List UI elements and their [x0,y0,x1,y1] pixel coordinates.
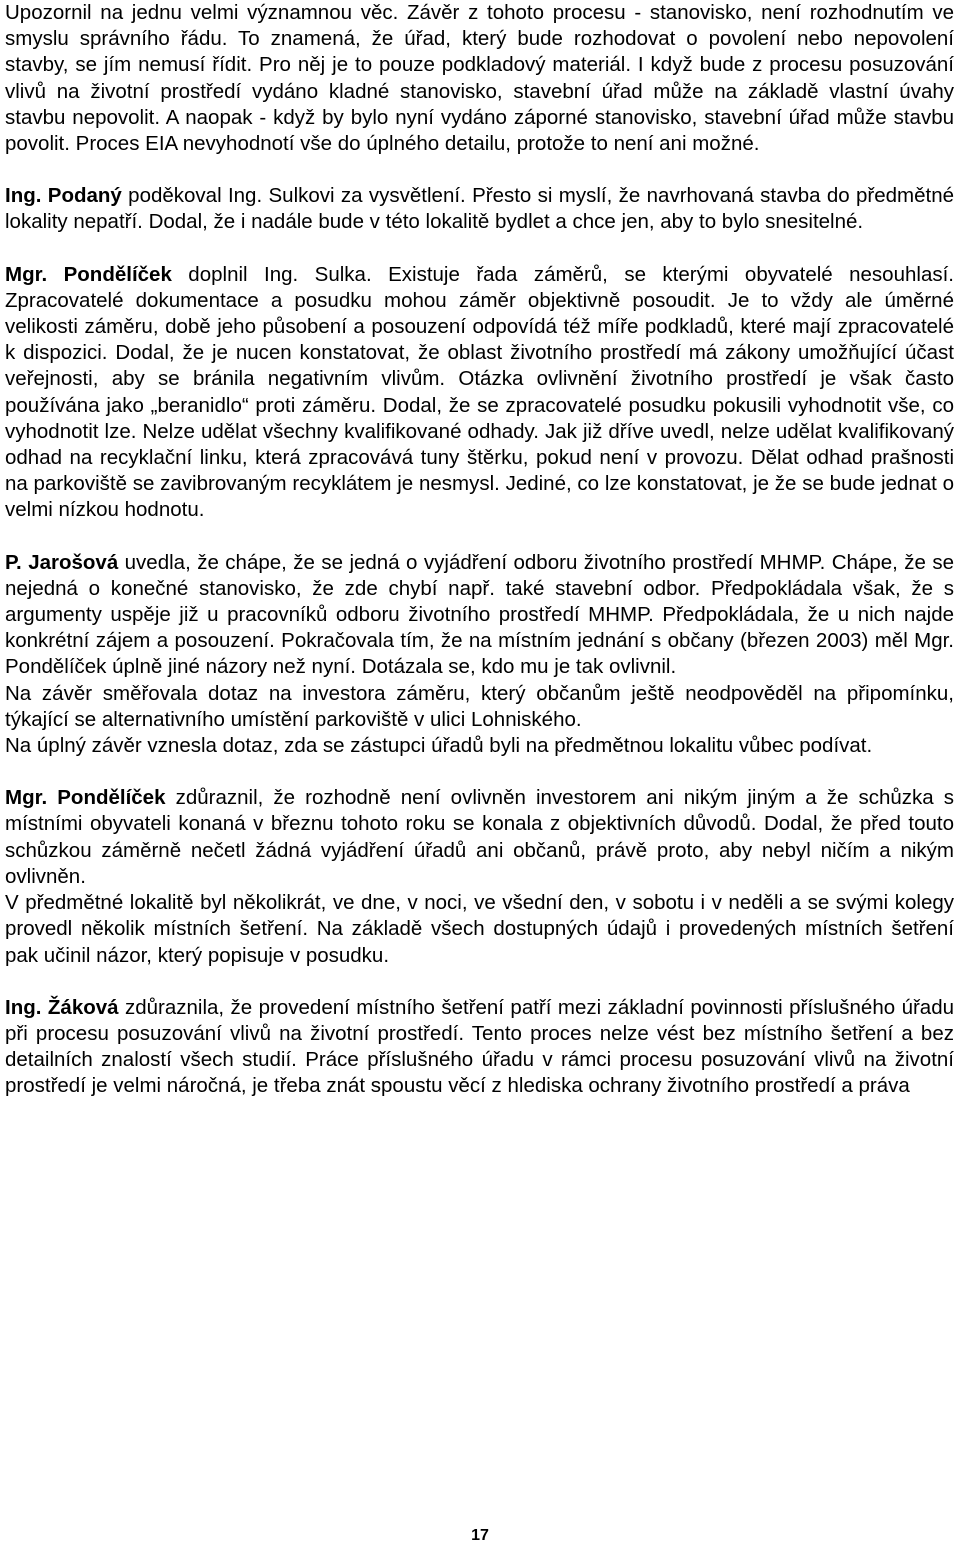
speaker-title: Mgr. [5,262,48,286]
paragraph-text: doplnil Ing. Sulka. Existuje řada záměrů, se kterými obyvatelé nesouhlasí. Zpracovatelé dokumentace a posudku mohou záměr objektivně posoudit. Je to vždy ale úměrné velikosti záměru, době jeho působení a posouzení odpovídá též míře podkladů, které mají zpracovatelé k dispozici. Dodal, že je nucen konstatovat, že oblast životního prostředí má zákony umožňující účast veřejnosti, aby se bránila negativním vlivům. Otázka ovlivnění životního prostředí je však často používána jako „beranidlo“ proti záměru. Dodal, že se zpracovatelé posudku pokusili vyhodnotit vše, co vyhodnotit lze. Nelze udělat všechny kvalifikované odhady. Jak již dříve uvedl, nelze udělat kvalifikovaný odhad na recyklační linku, která zpracovává tuny štěrku, pokud není v provozu. Dělat odhad prašnosti na parkoviště se zavibrovaným recyklátem je nesmysl. Jediné, co lze konstatovat, je že se bude jednat o velmi nízkou hodnotu. [5,262,954,522]
speaker-name: Žáková [47,995,119,1019]
paragraph-pondelicek-2b: V předmětné lokalitě byl několikrát, ve dne, v noci, ve všední den, v sobotu i v neděli a se svými kolegy provedl několik místních šetření. Na základě všech dostupných údajů i provedených místních šetření pak učinil názor, který popisuje v posudku. [5,891,954,967]
speaker-name: Pondělíček [57,786,166,810]
speaker-name: Podaný [47,184,122,208]
page-number: 17 [471,1527,489,1544]
paragraph-podany [5,183,954,235]
paragraph-pondelicek-2 [5,785,954,890]
paragraph-text: zdůraznil, že rozhodně není ovlivněn investorem ani nikým jiným a že schůzka s místními obyvateli konaná v březnu tohoto roku se konala z objektivních důvodů. Dodal, že před touto schůzkou záměrně nečetl žádná vyjádření úřadů ani občanů, právě proto, aby nebyl ničím a nikým ovlivněn. [5,786,955,888]
speaker-title: Mgr. [5,786,48,810]
speaker-name: Pondělíček [63,262,172,286]
speaker-title: Ing. [5,184,42,208]
paragraph-text: uvedla, že chápe, že se jedná o vyjádření odboru životního prostředí MHMP. Chápe, že se nejedná o konečné stanovisko, že zde chybí např. také stavební odbor. Předpokládala však, že s argumenty uspěje již u pracovníků odboru životního prostředí MHMP. Předpokládala, že u nich najde konkrétní zájem a posouzení. Pokračovala tím, že na místním jednání s občany (březen 2003) měl Mgr. Pondělíček úplně jiné názory než nyní. Dotázala se, kdo mu je tak ovlivnil. [5,550,955,679]
paragraph-pondelicek-1 [5,262,954,524]
paragraph-zakova [5,995,954,1100]
paragraph-jarosova-final: Na úplný závěr vznesla dotaz, zda se zástupci úřadů byli na předmětnou lokalitu vůbec podívat. [5,734,873,758]
speaker-name: Jarošová [28,550,119,574]
paragraph-jarosova-question: Na závěr směřovala dotaz na investora záměru, který občanům ještě neodpověděl na připomínku, týkající se alternativního umístění parkoviště v ulici Lohniského. [5,681,954,731]
speaker-title: Ing. [5,995,42,1019]
paragraph-text: zdůraznila, že provedení místního šetření patří mezi základní povinnosti příslušného úřadu při procesu posuzování vlivů na životní prostředí. Tento proces nelze vést bez místního šetření a bez detailních znalostí všech studií. Práce příslušného úřadu v rámci procesu posuzování vlivů na životní prostředí je velmi náročná, je třeba znát spoustu věcí z hlediska ochrany životního prostředí a práva [5,995,954,1098]
paragraph-jarosova [5,550,954,681]
paragraph-text: poděkoval Ing. Sulkovi za vysvětlení. Přesto si myslí, že navrhovaná stavba do předmětné lokality nepatří. Dodal, že i nadále bude v této lokalitě bydlet a chce jen, aby to bylo snesitelné. [5,184,954,234]
speaker-title: P. [5,550,22,574]
paragraph-intro: Upozornil na jednu velmi významnou věc. Závěr z tohoto procesu - stanovisko, není rozhodnutím ve smyslu správního řádu. To znamená, že úřad, který bude rozhodovat o povolení nebo nepovolení stavby, se jím nemusí řídit. Pro něj je to pouze podkladový materiál. I když bude z procesu posuzování vlivů na životní prostředí vydáno kladné stanovisko, stavební úřad může na základě vlastní úvahy stavbu nepovolit. A naopak - když by bylo nyní vydáno záporné stanovisko, stavební úřad může stavbu povolit. Proces EIA nevyhodnotí vše do úplného detailu, protože to není ani možné. [5,1,954,156]
